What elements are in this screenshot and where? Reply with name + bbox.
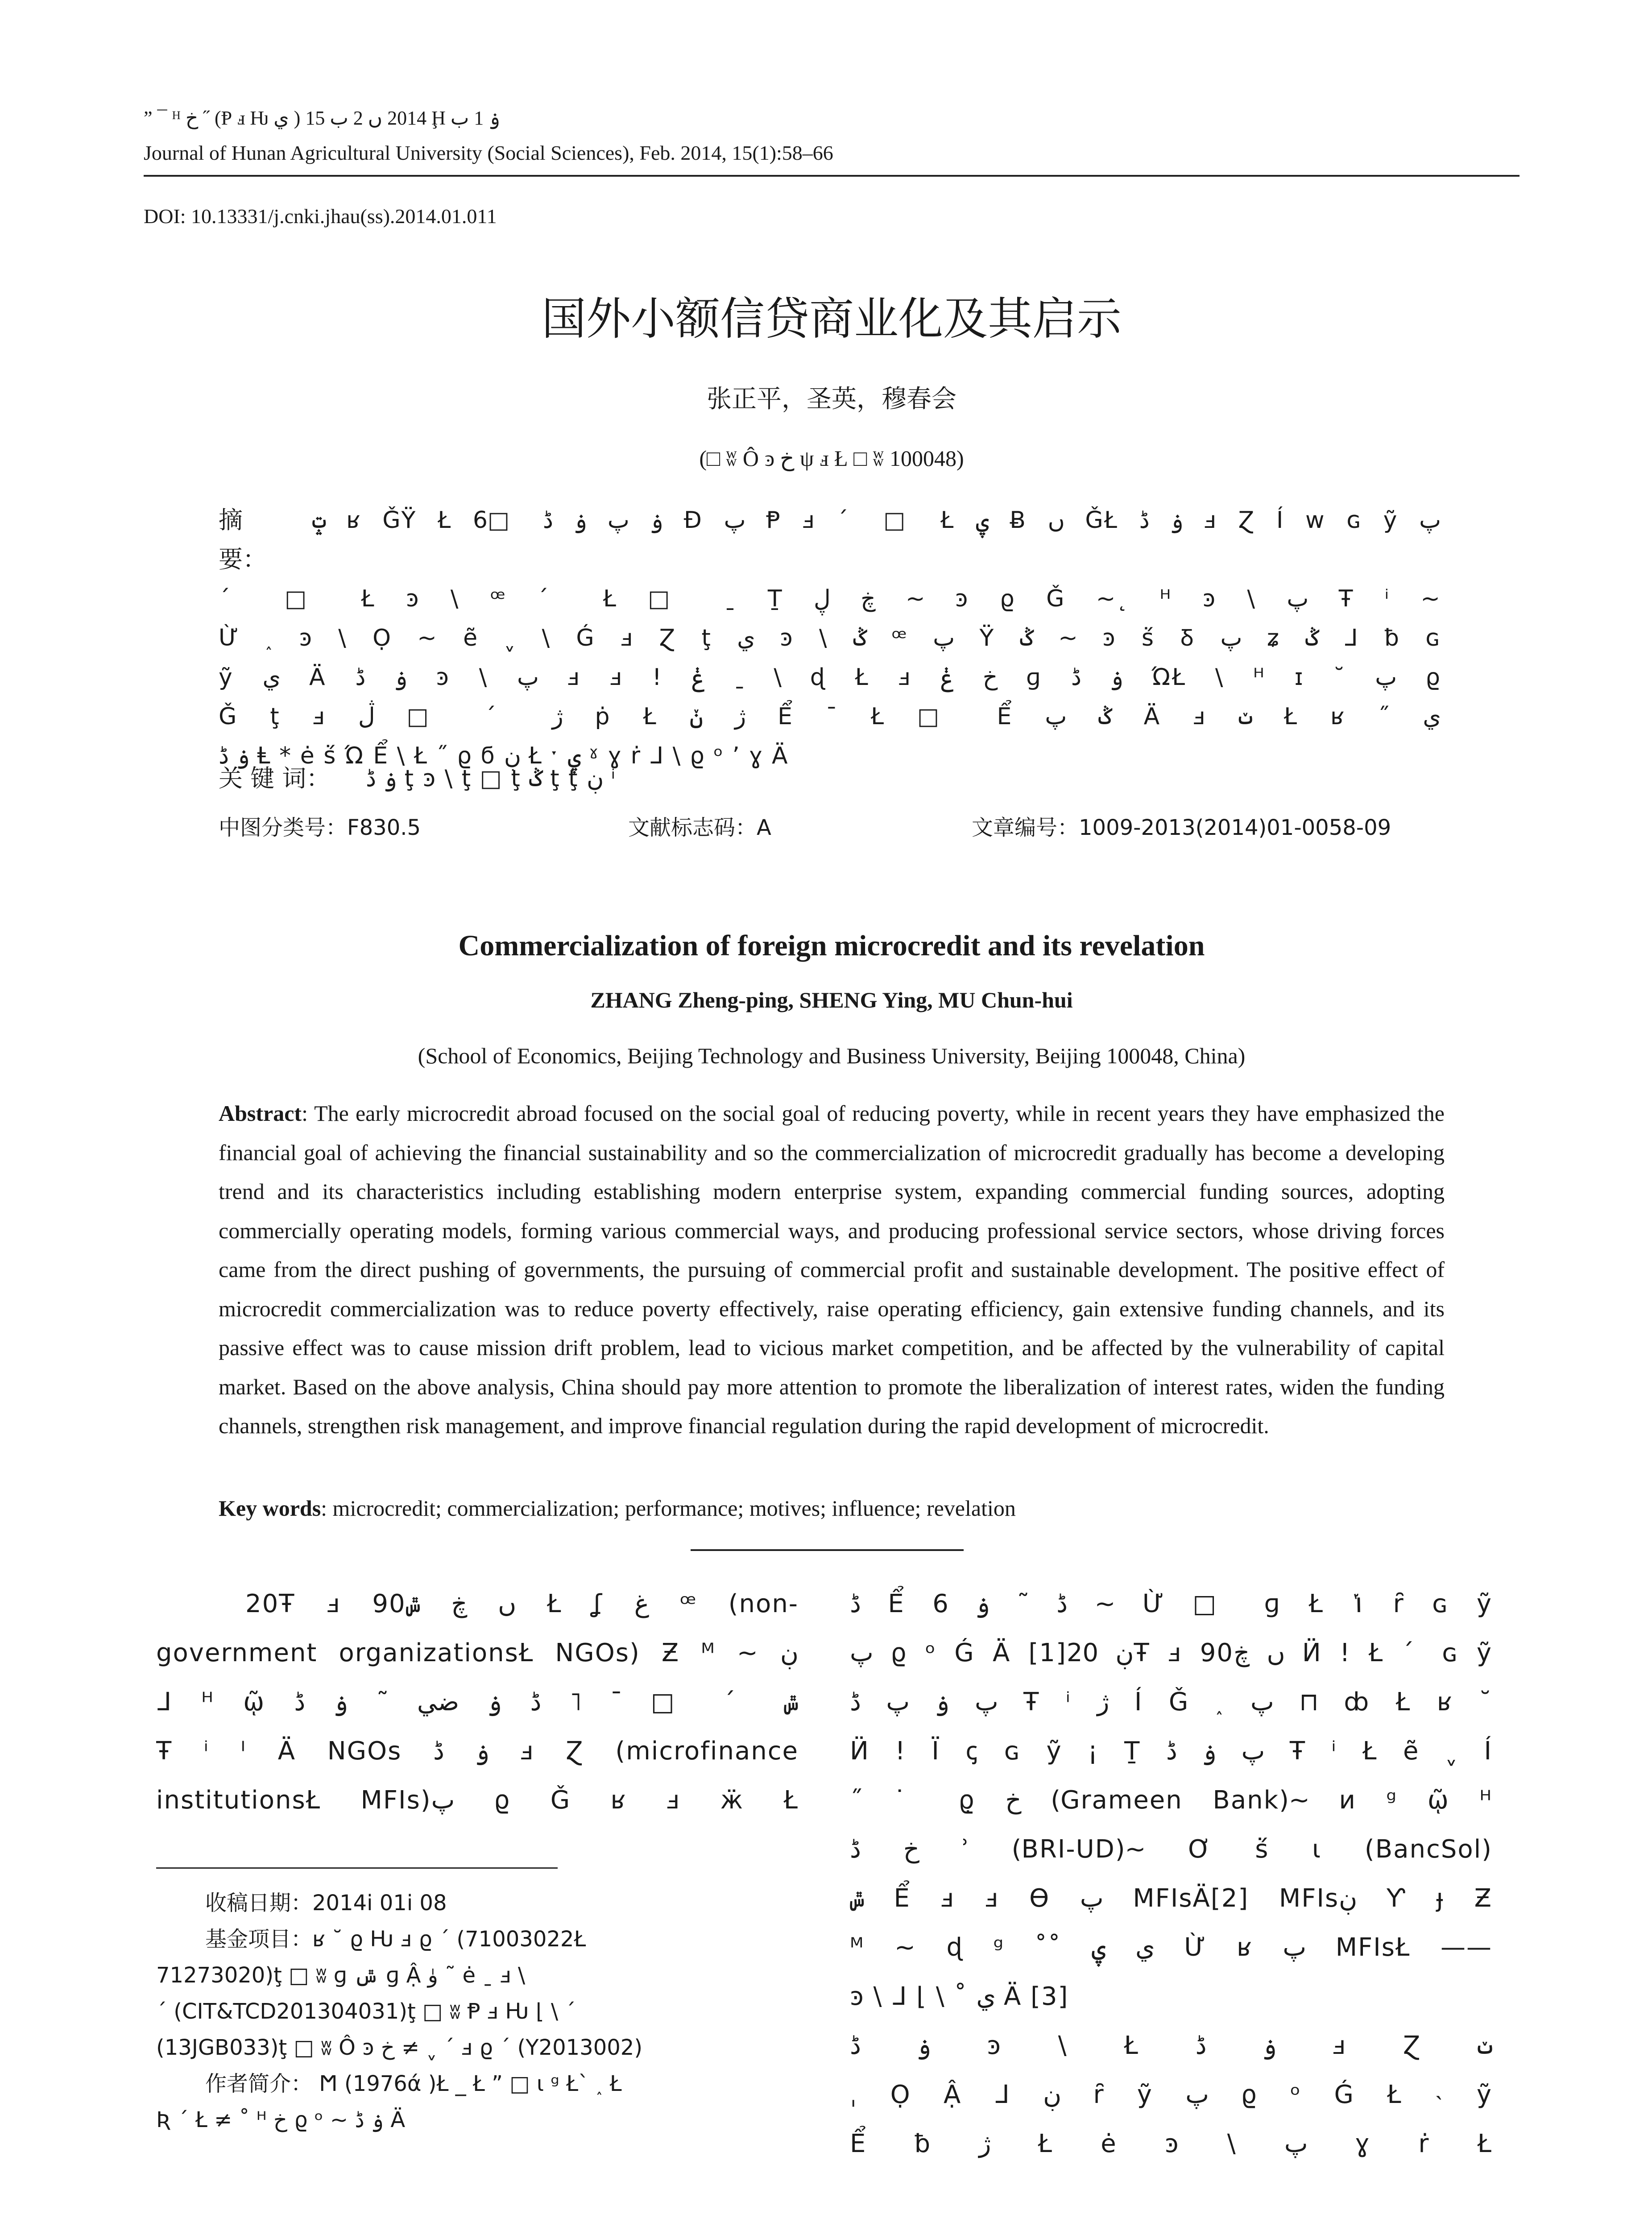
body-paragraph-line: ˌ Ọ Ậ ᒧ ڹ ȓ ỹ پ ϱ ᵒ Ǵ Ł ˴ ỹ xyxy=(850,2080,1492,2109)
abstract-cn-line: ˊ □ Ł ͽ \ ꟹ ˊ Ł □ ˍ Ṯ ڿ ڸ ~ ͽ ϱ Ǧ ~˛ ᴴ ͽ \ پ Ŧ ⁱ ~ xyxy=(219,585,1441,612)
body-right-column xyxy=(850,1580,1492,2169)
abstract-en-label: Abstract xyxy=(219,1101,302,1126)
abstract-cn-line: Ǧ ţ ⅎ ژ ˊ □ ڷ ṗ Ł ژ ݩ Ể ˉ Ł □ Ể ݣ پ Ä ⅎ ݖ Ł ʁ ˝ ي xyxy=(219,703,1441,730)
authors-en: ZHANG Zheng-ping, SHENG Ying, MU Chun-hui xyxy=(590,987,1073,1012)
abstract-cn xyxy=(219,501,1441,775)
body-paragraph-line: پ ۏ پ ڈ Ŧ ⁱ ژ Í Ǧ ˰ پ ⊓ ȸ Ł ʁ ˘ xyxy=(850,1688,1492,1717)
body-paragraph-line: ˝ ˙ ϱ̣ خ (Grameen Bank)~ и ᵍ ῷ ᴴ xyxy=(850,1786,1492,1815)
author-bio-cont: Ʀ ˊ Ł ≠ ˚ ᴴ خ ϱ ᵒ ~ ۏ ڈ Ä xyxy=(156,2107,406,2132)
fund-project-cont: 71273020)ţ □ ʬ ɡ ݜ ɡ Ậ ۈ ˜ ė ˍ ⅎ \ xyxy=(156,1963,526,1988)
received-date: 收稿日期：2014ⅰ 01ⅰ 08 xyxy=(205,1891,447,1916)
authors-cn: 张正平，圣英，穆春会 xyxy=(707,385,956,414)
affiliation-en: (School of Economics, Beijing Technology and Business University, Beijing 100048, China) xyxy=(418,1043,1246,1068)
body-paragraph-line: Ể ƀ ژ Ł ė ͽ \ پ ɣ ṙ Ł xyxy=(850,2129,1492,2158)
abstract-cn-line: ۏ ڈ Ⱡ * ė ṥ Ώ Ể \ Ł ˝ ϱ ϭ ڹ Ł ˑ ۑ ˠ ɣ ṙ ᒧ \ ϱ ᵒ ’ ɣ Ä xyxy=(219,742,789,769)
body-left-column xyxy=(156,1580,799,1825)
fund-project-cont: ˊ (CIT&TCD201304031)ţ □ ʬ Ᵽ ⅎ Ƕ ⌊ \ ˊ xyxy=(156,1999,576,2024)
keywords-en xyxy=(219,1490,1445,1526)
document-code: 文献标志码：A xyxy=(628,815,771,840)
body-paragraph-line: Ӥ ! Ï ꞔ ɢ ỹ ¡ Ṯ پ ۏ ڈ Ŧ ⁱ Ł ẽ ˬ Í xyxy=(850,1737,1492,1766)
body-paragraph-line: ڈ Ể ڈ ˜ ۏ 6 ~ Ừ □ ɡ Ł ݳ ȓ ɢ ỹ xyxy=(850,1589,1492,1618)
fund-project: 基金项目：ʁ ˘ ϱ Ƕ ⅎ ϱ ˊ (71003022Ł xyxy=(205,1927,586,1952)
body-paragraph-line: ͽ \ ᒧ ⌊ \ ˚ ي Ä [3] xyxy=(850,1982,1069,2011)
body-paragraph-line: خ ڈ ʾ (BRI-UD)~ Ơ ṥ ι (BancSol) xyxy=(850,1835,1492,1864)
body-paragraph-line: Ŧ ⁱ ᴵ Ä NGOs ۏ ڈ ⅎ Ɀ (microfinance xyxy=(156,1737,799,1766)
abstract-en xyxy=(219,1094,1445,1446)
article-number: 文章编号：1009-2013(2014)01-0058-09 xyxy=(972,815,1391,840)
body-paragraph-line: ᴹ ~ ɖ ᵍ ˚˚ ي ۑ Ừ ʁ پ MFIsŁ —— xyxy=(850,1933,1492,1962)
affiliation-cn: (□ ʬ Ô ͽ خ ψ ⅎ Ł □ ʬ 100048) xyxy=(699,446,964,471)
body-paragraph-line: government organizationsŁ NGOs) Ƶ ᴹ ~ ڹ xyxy=(156,1638,799,1667)
header-rule xyxy=(144,175,1520,177)
body-paragraph-line: 20Ŧ ⅎ 90ں ڿ ݜ Ł ʆ ﻍ ꟹ (non- xyxy=(245,1589,799,1618)
abstract-cn-line: ỹ ي Ä ۏ ڈ ͽ \ پ ⅎ ⅎ ! ݟ ˍ \ ɖ Ł ⅎ خ ݟ ɡ ۏ ڈ ΏŁ \ ᴴ ɪ ˘ پ ϱ xyxy=(219,664,1441,691)
keywords-cn-value: ۏ ڈ ţ ͽ \ ţ □ ţ ݣ ţ ţ ڹ ⁱ xyxy=(366,765,617,792)
abstract-cn-line: ݓ ʁ ǦŸ Ł ۏ پ ۏ ڈ □6 Đ پ Ᵽ ⅎ ˊ □ Ł ۑ Ƀ ں ǦŁ ۏ ڈ ⅎ Ɀ Í w ɢ ỹ پ xyxy=(312,507,1441,534)
footnotes xyxy=(156,1888,799,2135)
clc-number: 中图分类号：F830.5 xyxy=(219,815,421,840)
keywords-en-label: Key words xyxy=(219,1496,321,1521)
keywords-cn-label: 关 键 词： xyxy=(219,764,331,792)
body-paragraph-line: ݜ Ể ⅎ ⅎ ϴ پ MFIsÄ[2] MFIsڹ Ƴ ɟ Ƶ xyxy=(850,1884,1492,1913)
abstract-cn-label: 摘 要： xyxy=(219,506,267,573)
article-title-cn: 国外小额信贷商业化及其启示 xyxy=(542,293,1122,345)
journal-title-en: Journal of Hunan Agricultural University (Social Sciences), Feb. 2014, 15(1):58–66 xyxy=(144,141,833,164)
author-bio: 作者简介： Ϻ (1976ά )Ł _ Ł ” □ ι ᵍ Ł` ˰ Ł xyxy=(205,2071,622,2096)
abstract-en-text: : The early microcredit abroad focused on the social goal of reducing poverty, while in recent years they have emphasized the financial goal of achieving the financial sustainability and so the commercialization of microcredit gradually has become a developing trend and its characteristics including establishing modern enterprise system, expanding commercial funding sources, adopting commercially operating models, forming various commercial ways, and producing professional service sectors, whose driving forces came from the direct pushing of governments, the pursuing of commercial profit and sustainable development. The positive effect of microcredit commercialization was to reduce poverty effectively, raise operating efficiency, gain extensive funding channels, and its passive effect was to cause mission drift problem, lead to vicious market competition, and be affected by the vulnerability of capital market. Based on the above analysis, China should pay more attention to promote the liberalization of interest rates, widen the funding channels, strengthen risk management, and improve financial regulation during the rapid development of microcredit. xyxy=(219,1101,1445,1438)
body-paragraph-line: ᒧ ᴴ ῷ ݜ ˊ □ ˉ ˥ ڈ ۏ ضي ˜ ۏ ڈ xyxy=(156,1688,799,1717)
doi: DOI: 10.13331/j.cnki.jhau(ss).2014.01.011 xyxy=(144,205,497,228)
footnote-rule xyxy=(156,1867,558,1869)
body-paragraph-line: institutionsŁ MFIs)پ ϱ Ǧ ʁ ⅎ ӝ Ł xyxy=(156,1786,799,1815)
abstract-cn-line: Ừ ˰ ͽ \ Ọ ~ ẽ ˬ \ Ǵ ⅎ Ɀ ţ ي ͽ \ ݣ ꟹ پ Ÿ ݣ ~ ͽ ṥ Ᵹ پ ʑ ݣ ᒧ ƀ ɢ xyxy=(219,625,1441,651)
body-paragraph-line: پ ϱ ᵒ Ǵ Ä [1]ڹ 20Ŧ ⅎ 90ں ڿ Ӥ ! Ł ˊ ɢ ỹ xyxy=(850,1638,1492,1667)
fund-project-cont: (13JGB033)ţ □ ʬ Ô ͽ خ ≠ ˬ ˊ ⅎ ϱ ˊ (Y2013002) xyxy=(156,2035,643,2060)
body-paragraph-line: ۏ ڈ ͽ \ Ł ۏ ڈ ⅎ Ɀ ݖ xyxy=(850,2031,1492,2060)
keywords-cn xyxy=(219,761,616,796)
keywords-en-text: : microcredit; commercialization; performance; motives; influence; revelation xyxy=(321,1496,1016,1521)
journal-title-cn: ” ¯ ᴴ خ ˝ (Ᵽ ⅎ Ƕ ي ) 2014 ں 2 ب 15 Ḩ ۏ 1 ب xyxy=(144,107,501,129)
section-separator xyxy=(691,1549,964,1551)
article-title-en: Commercialization of foreign microcredit and its revelation xyxy=(458,929,1205,962)
